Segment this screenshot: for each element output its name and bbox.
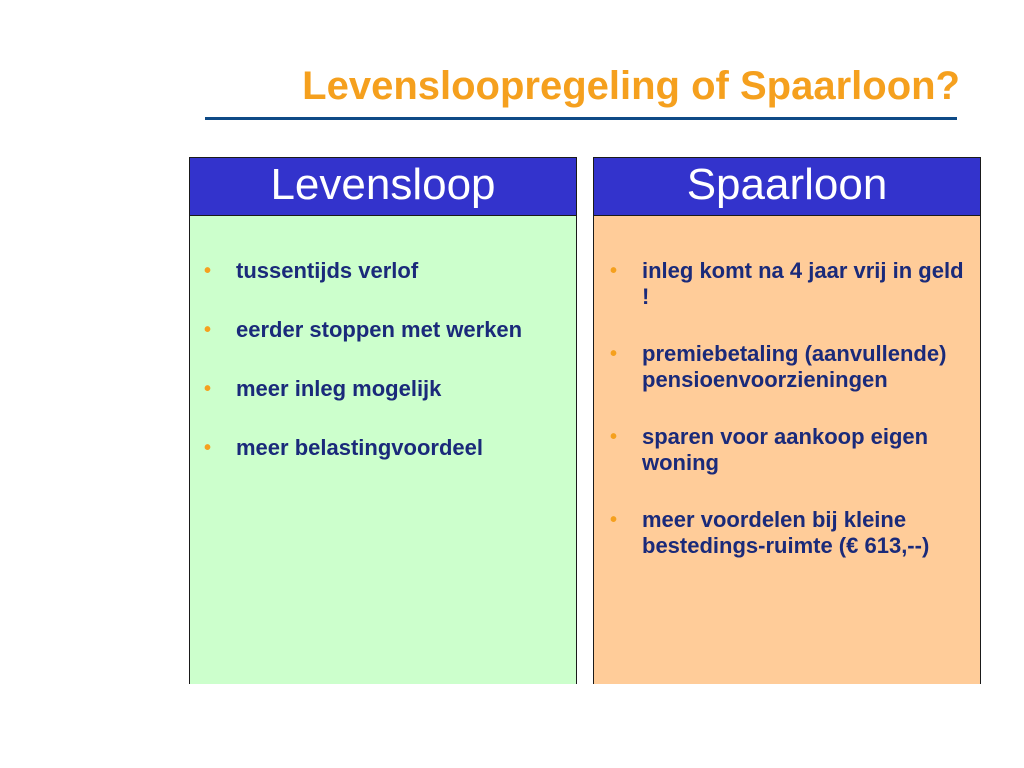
levensloop-list	[200, 258, 568, 461]
list-item-text: meer voordelen bij kleine bestedings-ruimte (€ 613,--)	[642, 507, 930, 558]
bullet-icon: •	[610, 509, 618, 531]
list-item-text: inleg komt na 4 jaar vrij in geld !	[642, 258, 964, 309]
bullet-icon: •	[204, 437, 212, 459]
levensloop-header: Levensloop	[190, 158, 576, 216]
page-title: Levensloopregeling of Spaarloon?	[302, 64, 960, 108]
spaarloon-column	[593, 157, 981, 684]
list-item	[200, 258, 568, 284]
bullet-icon: •	[204, 378, 212, 400]
bullet-icon: •	[610, 343, 618, 365]
list-item	[606, 341, 972, 393]
list-item-text: premiebetaling (aanvullende) pensioenvoorzieningen	[642, 341, 947, 392]
list-item	[606, 507, 972, 559]
title-underline	[205, 117, 957, 120]
list-item-text: sparen voor aankoop eigen woning	[642, 424, 929, 475]
spaarloon-header: Spaarloon	[594, 158, 980, 216]
list-item-text: meer belastingvoordeel	[236, 435, 483, 460]
list-item	[606, 258, 972, 310]
list-item	[200, 435, 568, 461]
spaarloon-list	[606, 258, 972, 559]
levensloop-body	[190, 216, 576, 684]
list-item-text: eerder stoppen met werken	[236, 317, 523, 342]
list-item-text: tussentijds verlof	[236, 258, 419, 283]
list-item	[200, 376, 568, 402]
bullet-icon: •	[610, 260, 618, 282]
levensloop-column	[189, 157, 577, 684]
bullet-icon: •	[610, 426, 618, 448]
list-item-text: meer inleg mogelijk	[236, 376, 442, 401]
list-item	[606, 424, 972, 476]
spaarloon-body	[594, 216, 980, 684]
bullet-icon: •	[204, 319, 212, 341]
bullet-icon: •	[204, 260, 212, 282]
list-item	[200, 317, 568, 343]
